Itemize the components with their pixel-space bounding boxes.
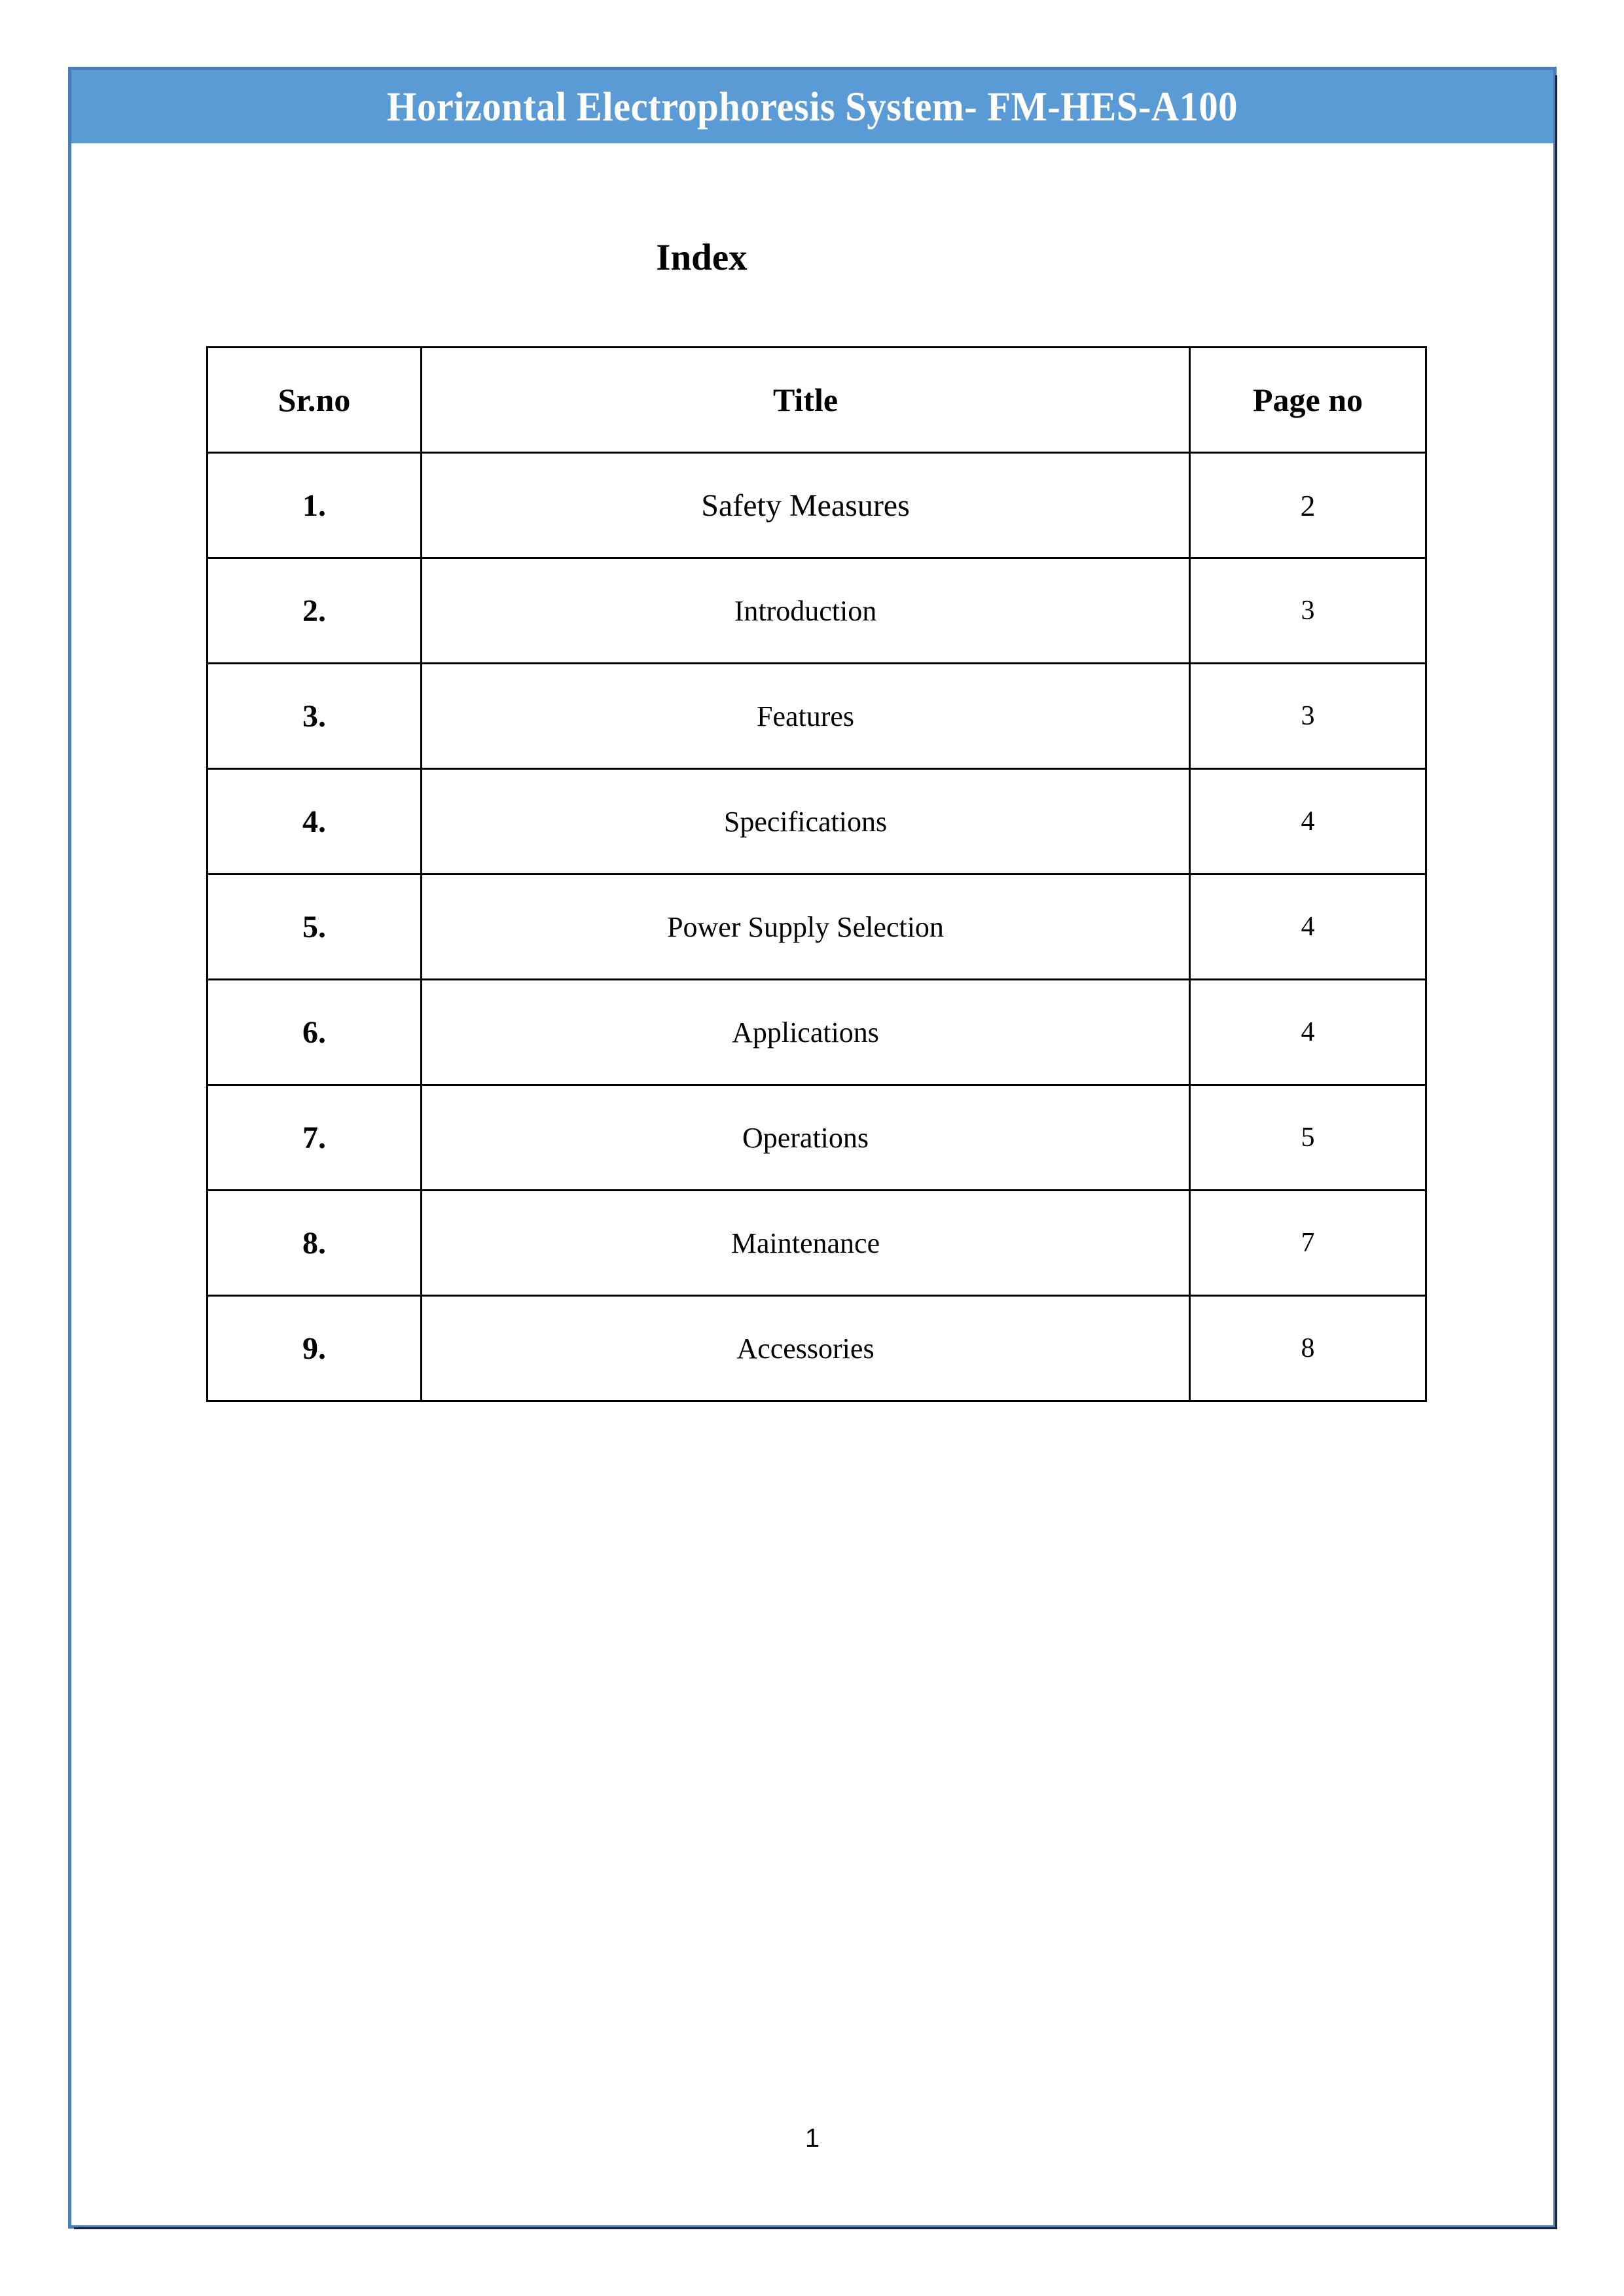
page-title: Index (656, 237, 748, 278)
cell-sr-no: 3. (208, 664, 422, 769)
table-row[interactable] (208, 1085, 1426, 1191)
table-row[interactable] (208, 453, 1426, 558)
document-title: Horizontal Electrophoresis System- FM-HES-A100 (387, 83, 1238, 130)
cell-title: Applications (422, 980, 1190, 1085)
cell-title: Specifications (422, 769, 1190, 874)
cell-sr-no: 9. (208, 1296, 422, 1401)
cell-title: Safety Measures (422, 453, 1190, 558)
document-page (68, 67, 1557, 2229)
index-table (206, 346, 1427, 1402)
cell-page-no: 5 (1190, 1085, 1426, 1191)
cell-page-no: 7 (1190, 1191, 1426, 1296)
cell-page-no: 3 (1190, 558, 1426, 664)
table-row[interactable] (208, 1296, 1426, 1401)
cell-page-no: 4 (1190, 874, 1426, 980)
table-row[interactable] (208, 1191, 1426, 1296)
column-header-sr-no: Sr.no (208, 348, 422, 453)
column-header-page-no: Page no (1190, 348, 1426, 453)
cell-sr-no: 6. (208, 980, 422, 1085)
table-row[interactable] (208, 980, 1426, 1085)
cell-page-no: 4 (1190, 980, 1426, 1085)
table-row[interactable] (208, 874, 1426, 980)
cell-sr-no: 8. (208, 1191, 422, 1296)
cell-title: Power Supply Selection (422, 874, 1190, 980)
column-header-title: Title (422, 348, 1190, 453)
cell-sr-no: 5. (208, 874, 422, 980)
cell-sr-no: 4. (208, 769, 422, 874)
table-header-row (208, 348, 1426, 453)
cell-title: Features (422, 664, 1190, 769)
cell-page-no: 2 (1190, 453, 1426, 558)
table-row[interactable] (208, 769, 1426, 874)
table-row[interactable] (208, 558, 1426, 664)
cell-page-no: 8 (1190, 1296, 1426, 1401)
cell-sr-no: 1. (208, 453, 422, 558)
cell-title: Introduction (422, 558, 1190, 664)
cell-sr-no: 7. (208, 1085, 422, 1191)
page-header-banner (71, 70, 1553, 143)
cell-title: Accessories (422, 1296, 1190, 1401)
footer-page-number: 1 (804, 2124, 820, 2153)
cell-title: Operations (422, 1085, 1190, 1191)
cell-page-no: 4 (1190, 769, 1426, 874)
cell-page-no: 3 (1190, 664, 1426, 769)
cell-sr-no: 2. (208, 558, 422, 664)
cell-title: Maintenance (422, 1191, 1190, 1296)
table-row[interactable] (208, 664, 1426, 769)
